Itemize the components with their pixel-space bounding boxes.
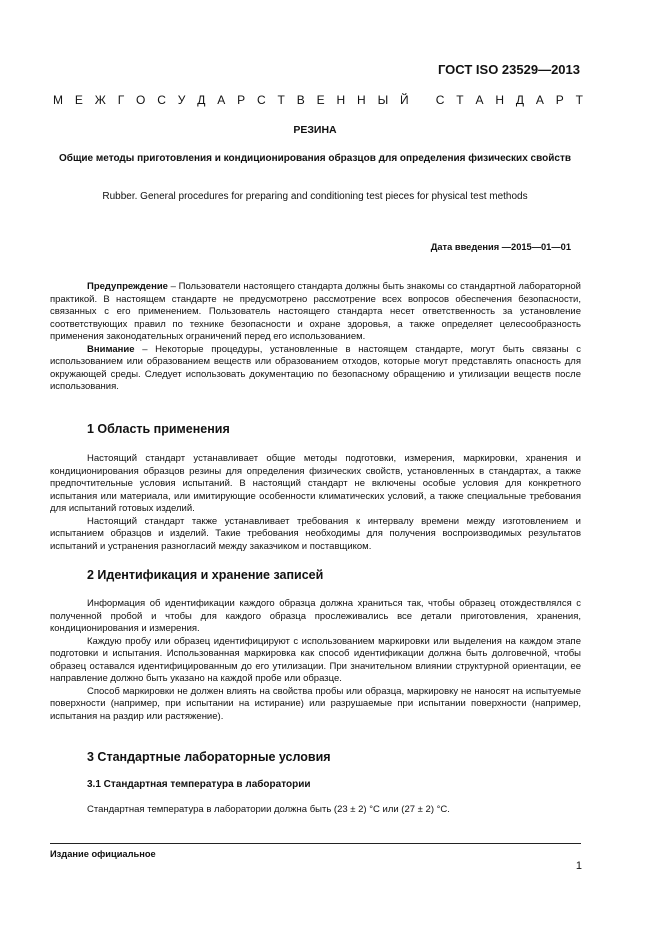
standard-type-letter: Н [336,93,346,107]
section-2-paragraph-1: Информация об идентификации каждого образца должна храниться так, чтобы образец отождествлялся с полученной пробой и чтобы для каждого образца прослеживались все детали приготовления, хранения, кондиционирования и измерения. [50,598,581,634]
standard-type-letter: Р [555,93,564,107]
standard-type-letter: Е [316,93,325,107]
english-title: Rubber. General procedures for preparing and conditioning test pieces for physical test methods [102,191,528,202]
standard-type-letter: О [136,93,146,107]
standard-type-letter: Н [357,93,366,107]
standard-type-letter: У [177,93,186,107]
edition-label: Издание официальное [50,849,156,859]
standard-type-letter: С [257,93,266,107]
section-1-body [50,453,581,553]
standard-type-letter: Е [74,93,83,107]
standard-type-letter [421,93,424,107]
standard-type-letter: Д [197,93,206,107]
section-3-paragraph-1: Стандартная температура в лаборатории должна быть (23 ± 2) °С или (27 ± 2) °С. [87,804,450,815]
standard-type-letter: А [217,93,226,107]
standard-type-letter: В [296,93,305,107]
section-2-body [50,598,581,723]
footer-rule [50,843,581,844]
section-2-heading: 2 Идентификация и хранение записей [87,568,324,582]
section-2-paragraph-3: Способ маркировки не должен влиять на свойства пробы или образца, маркировку не наносят на испытуемые поверхности (например, при испытании на истирание) или разрушаемые при испытании поверхности (например, испытания на раздир или растяжение). [50,685,581,722]
caution-paragraph [50,344,581,394]
introduction-date: Дата введения —2015—01—01 [430,242,571,252]
standard-type-letter: Р [237,93,246,107]
warning-text: – Пользователи настоящего стандарта должны быть знакомы со стандартной лабораторной практикой. В настоящем стандарте не предусмотрено рассмотрение всех вопросов обеспечения безопасности, связанных с его применением. Пользователь настоящего стандарта несет ответственность за установление соответствующих правил по технике безопасности и охране здоровья, а также определяет целесообразность применения законодательных ограничений перед его использованием. [50,281,581,342]
warning-label: Предупреждение [87,281,168,292]
section-3-body [50,804,581,817]
standard-type-letter: Д [515,93,525,107]
standard-type-letter: М [53,93,63,107]
standard-type-letter: Ж [94,93,106,107]
gost-number: ГОСТ ISO 23529—2013 [437,62,580,77]
caution-label: Внимание [87,343,135,355]
standard-type-line [53,93,583,107]
standard-type-letter: Й [400,93,409,107]
section-1-paragraph-1: Настоящий стандарт устанавливает общие методы подготовки, измерения, маркировки, хранения и кондиционирования образцов резины для определения физических свойств, установленных в стандартах, а также предпочтительные условия испытаний. В настоящий стандарт не включены особые условия для конкретного испытания или материала, или имитирующие особенности климатических условий, а также специальные требования для испытаний готовых изделий. [50,453,581,514]
standard-type-letter: Ы [377,93,389,107]
standard-type-letter: С [157,93,166,107]
section-3-1-heading: 3.1 Стандартная температура в лаборатории [87,779,311,790]
section-3-heading: 3 Стандартные лабораторные условия [87,750,331,764]
section-1-heading: 1 Область применения [87,422,230,436]
section-1-paragraph-2: Настоящий стандарт также устанавливает требования к интервалу времени между изготовлением и испытанием образцов и изделий. Такие требования необходимы для получения воспроизводимых результатов испытаний и устранения разногласий между заказчиком и поставщиком. [50,515,581,552]
caution-text: – Некоторые процедуры, установленные в настоящем стандарте, могут быть связаны с использованием или образованием веществ или образованием отходов, которые могут представлять опасность для окружающей среды. Следует использовать документацию по безопасному обращению и утилизации веществ после использования. [50,343,581,392]
page-number: 1 [575,860,582,872]
standard-type-letter: Г [117,93,125,107]
standard-type-letter: Т [277,93,285,107]
standard-type-letter: Т [456,93,464,107]
standard-type-letter: Н [495,93,505,107]
document-subtitle: Общие методы приготовления и кондиционирования образцов для определения физических свойств [58,153,571,164]
standard-type-letter: С [435,93,445,107]
section-2-paragraph-2: Каждую пробу или образец идентифицируют с использованием маркировки или выделения на каждом этапе подготовки и испытания. Использованная маркировка как способ идентификации должна быть долговечной, чтобы образец оставался идентифицированным до его утилизации. При значительном влиянии структурной ориентации, ее направление должно быть указано на каждой пробе или образце. [50,635,581,684]
document-title: РЕЗИНА [293,124,337,136]
standard-type-letter: Т [575,93,583,107]
standard-type-letter: А [475,93,484,107]
standard-type-letter: А [535,93,544,107]
warning-paragraph [50,281,581,344]
warnings-block [50,281,581,394]
